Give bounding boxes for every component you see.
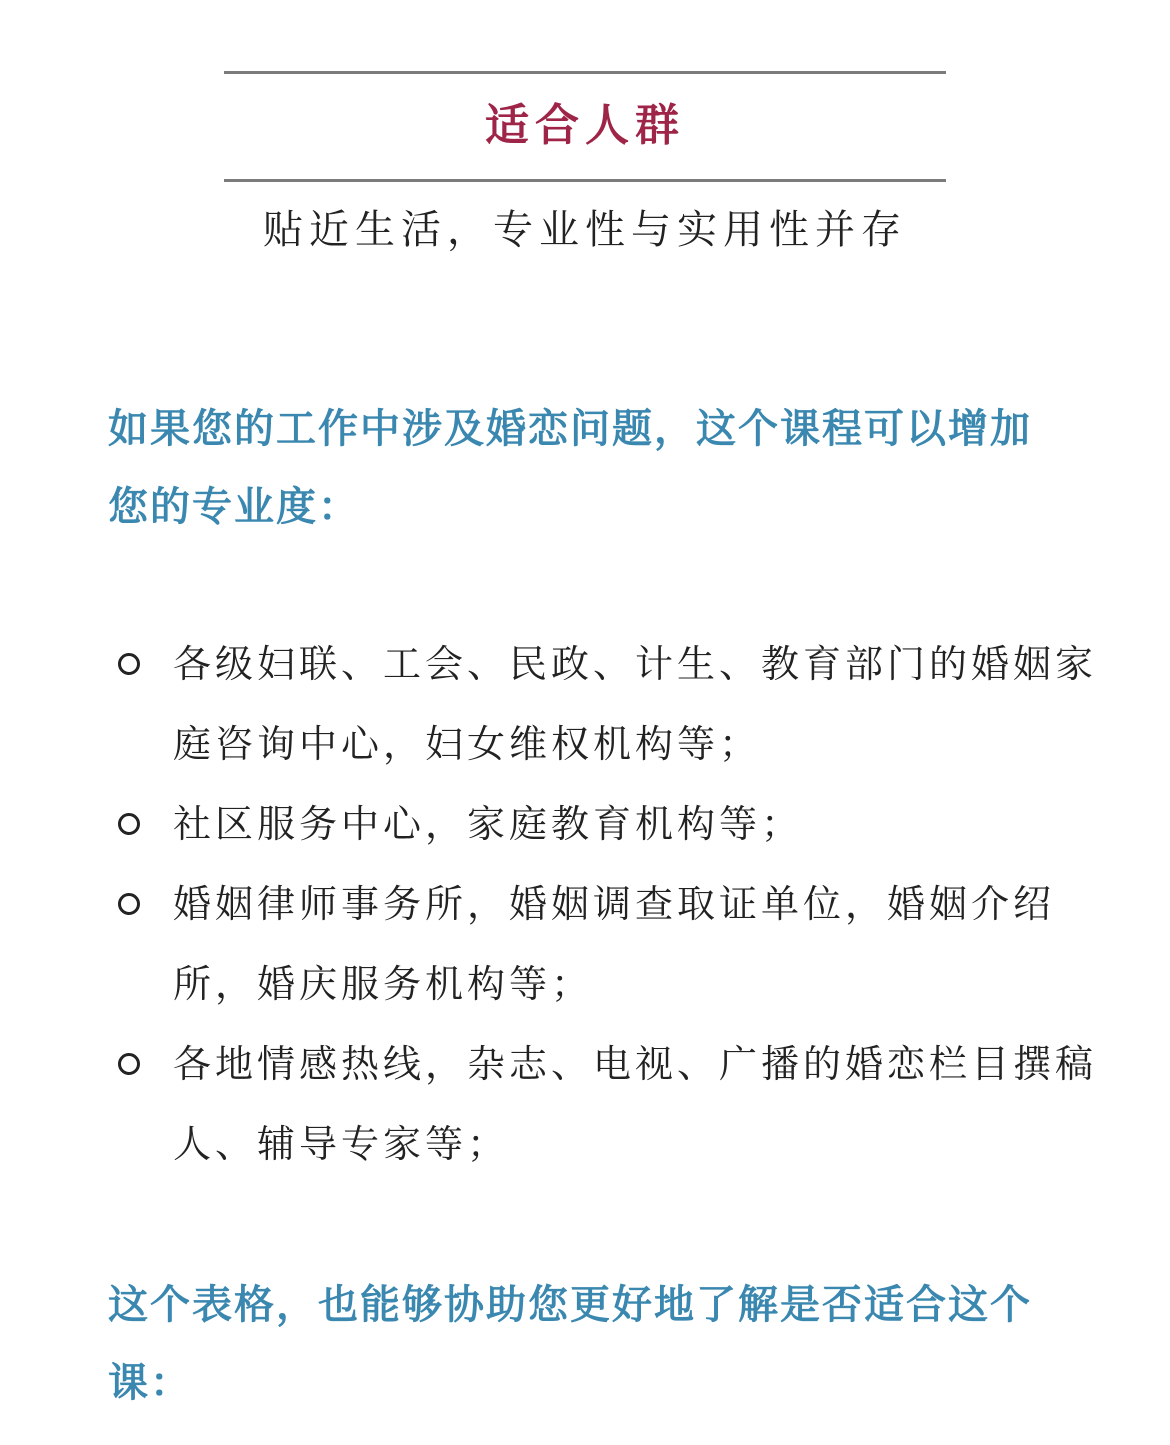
circle-bullet-icon bbox=[118, 653, 140, 675]
list-item-text: 社区服务中心，家庭教育机构等； bbox=[173, 802, 804, 846]
section-title: 适合人群 bbox=[485, 100, 685, 151]
list-item-text: 各级妇联、工会、民政、计生、教育部门的婚姻家庭咨询中心，妇女维权机构等； bbox=[173, 642, 1098, 766]
intro-paragraph: 如果您的工作中涉及婚恋问题，这个课程可以增加您的专业度： bbox=[108, 406, 1032, 530]
list-item bbox=[108, 1024, 1118, 1184]
header-bottom-divider bbox=[224, 179, 946, 182]
outro-paragraph: 这个表格，也能够协助您更好地了解是否适合这个课： bbox=[108, 1282, 1032, 1406]
header-top-divider bbox=[224, 71, 946, 74]
list-item bbox=[108, 784, 1118, 864]
list-item bbox=[108, 624, 1118, 784]
circle-bullet-icon bbox=[118, 1053, 140, 1075]
list-item-text: 婚姻律师事务所，婚姻调查取证单位，婚姻介绍所，婚庆服务机构等； bbox=[173, 882, 1056, 1006]
list-item-text: 各地情感热线，杂志、电视、广播的婚恋栏目撰稿人、辅导专家等； bbox=[173, 1042, 1098, 1166]
circle-bullet-icon bbox=[118, 813, 140, 835]
list-item bbox=[108, 864, 1118, 1024]
circle-bullet-icon bbox=[118, 893, 140, 915]
audience-list bbox=[108, 624, 1118, 1184]
section-subtitle: 贴近生活，专业性与实用性并存 bbox=[263, 207, 907, 253]
